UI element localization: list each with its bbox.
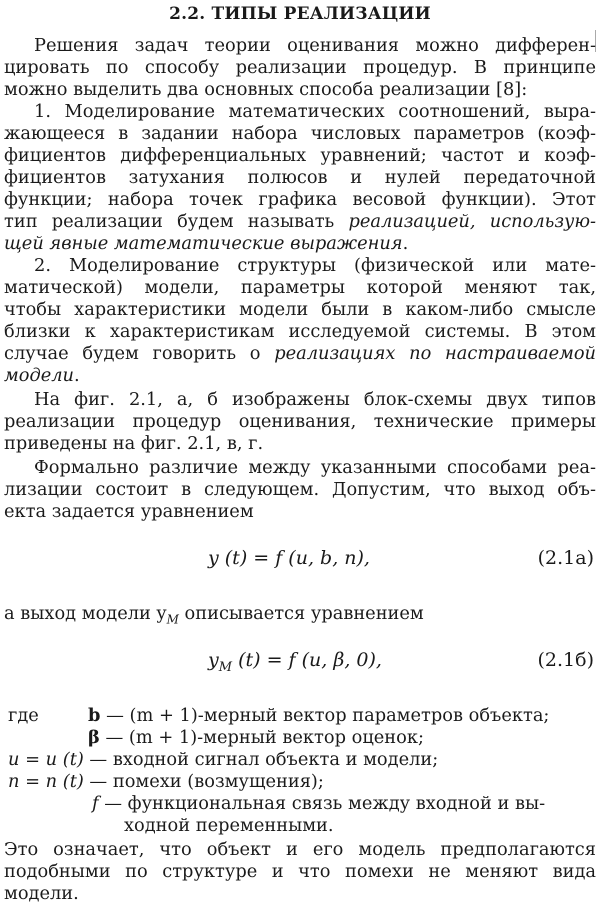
item1-line-6-plain: тип реализации будем называть — [4, 211, 349, 232]
item2-line-6-end: . — [74, 365, 80, 386]
item1-line-5: функции; набора точек графика весовой функции). Этот — [4, 189, 596, 210]
conclusion-line-2: подобными по структуре и что помехи не меняют вида — [4, 861, 596, 882]
definition-b-symbol: b — [88, 705, 101, 726]
item2-line-5 — [4, 343, 596, 365]
formal-line-1: Формально различие между указанными способами реа- — [34, 457, 596, 478]
intro-line-1: Решения задач теории оценивания можно дифферен- — [34, 35, 596, 56]
equation-2-1a-formula: y (t) = f (u, b, n), — [208, 547, 370, 569]
model-output-line — [4, 603, 596, 631]
item2-line-2: матической) модели, параметры которой меняют так, — [4, 277, 596, 298]
item2-line-6-italic: модели — [4, 365, 75, 386]
definition-n-symbol: n = n (t) — [8, 771, 84, 792]
definition-b — [88, 705, 549, 727]
formal-line-3: екта задается уравнением — [4, 501, 254, 522]
definition-u-symbol: u = u (t) — [8, 749, 84, 770]
item2-line-5-italic: реализациях по настраиваемой — [274, 343, 596, 364]
definition-n — [8, 771, 324, 793]
item2-line-4: близки к характеристикам исследуемой системы. В этом — [4, 321, 596, 342]
definition-beta-symbol: β — [88, 727, 100, 748]
model-output-text: а выход модели y — [4, 603, 167, 624]
item1-line-3: фициентов дифференциальных уравнений; частот и коэф- — [4, 145, 596, 166]
figref-line-2: реализации процедур оценивания, технические примеры — [4, 411, 596, 432]
definition-f-text: — функциональная связь между входной и вы- — [98, 793, 546, 814]
definition-beta — [88, 727, 424, 749]
item2-line-3: чтобы характеристики модели были в каком-либо смысле — [4, 299, 596, 320]
item1-line-6-italic: реализацией, использую- — [348, 211, 596, 232]
definition-b-text: — (m + 1)-мерный вектор параметров объекта; — [100, 705, 550, 726]
equation-2-1b-formula: $y_M$ (t) = f (u, β, 0), — [208, 649, 382, 675]
conclusion-line-1: Это означает, что объект и его модель предполагаются — [4, 839, 596, 860]
definition-f-continued: ходной переменными. — [124, 815, 334, 836]
definition-u-text: — входной сигнал объекта и модели; — [83, 749, 439, 770]
definition-f-symbol: f — [92, 793, 99, 814]
item2-line-1: 2. Моделирование структуры (физической или мате- — [34, 255, 596, 276]
definition-n-text: — помехи (возмущения); — [83, 771, 324, 792]
model-output-sub: M — [166, 612, 179, 627]
figref-line-1: На фиг. 2.1, а, б изображены блок-схемы двух типов — [34, 389, 596, 410]
item2-line-5-plain: случае будем говорить о — [4, 343, 275, 364]
item1-line-2: жающееся в задании набора числовых параметров (коэф- — [4, 123, 596, 144]
item1-line-7-end: . — [402, 233, 409, 254]
item1-line-7 — [4, 233, 596, 255]
formal-line-2: лизации состоит в следующем. Допустим, что выход объ- — [4, 479, 596, 500]
item1-line-4: фициентов затухания полюсов и нулей передаточной — [4, 167, 596, 188]
item1-line-1: 1. Моделирование математических соотношений, выра- — [34, 101, 596, 122]
intro-line-3: можно выделить два основных способа реализации [8]: — [4, 79, 528, 100]
item1-line-6 — [4, 211, 596, 233]
where-label: где — [8, 705, 39, 726]
model-output-rest: описывается уравнением — [178, 603, 424, 624]
equation-2-1a-number: (2.1а) — [537, 547, 594, 569]
item2-line-6 — [4, 365, 596, 387]
definition-f — [92, 793, 545, 815]
intro-line-2: цировать по способу реализации процедур. В принципе — [4, 57, 596, 78]
definition-u — [8, 749, 438, 771]
section-heading: 2.2. ТИПЫ РЕАЛИЗАЦИИ — [169, 4, 431, 24]
equation-2-1b-number: (2.1б) — [537, 649, 594, 671]
figref-line-3: приведены на фиг. 2.1, в, г. — [4, 433, 264, 454]
definition-beta-text: — (m + 1)-мерный вектор оценок; — [99, 727, 424, 748]
conclusion-line-3: модели. — [4, 883, 79, 904]
item1-line-7-italic: щей явные математические выражения — [4, 233, 403, 254]
